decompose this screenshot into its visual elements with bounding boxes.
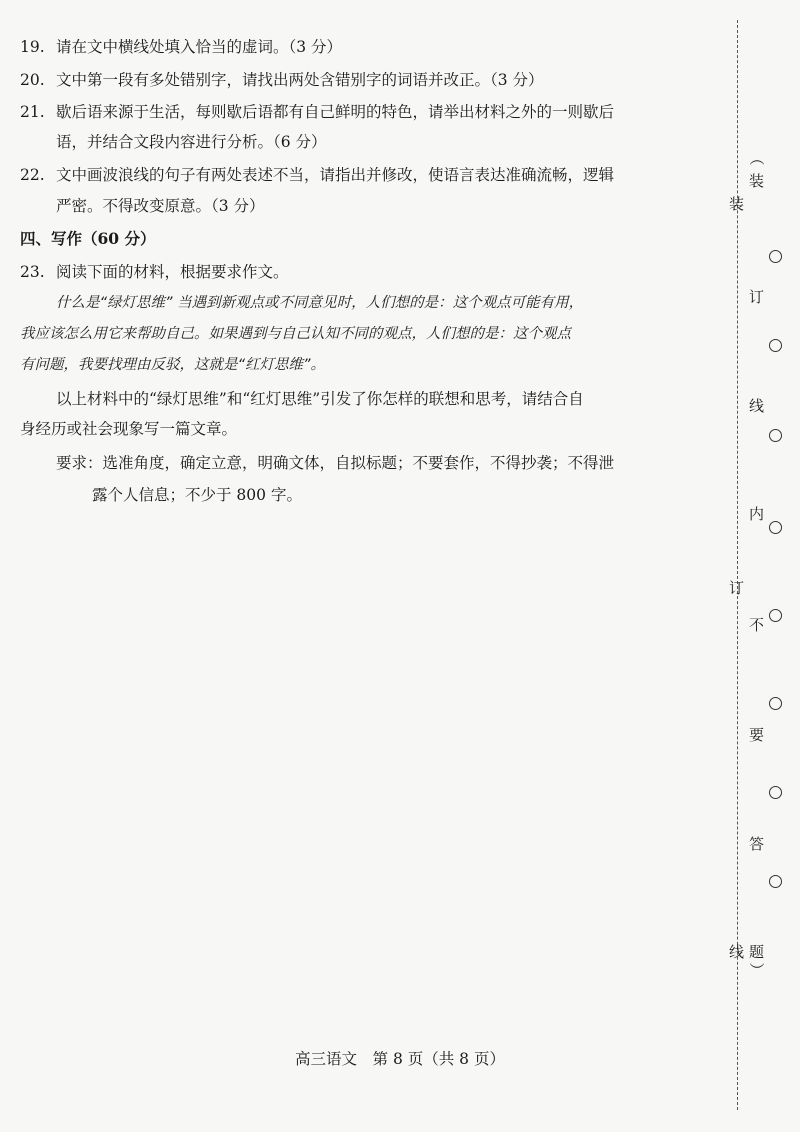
requirement-line: 要求：选准角度，确定立意，明确文体，自拟标题；不要套作，不得抄袭；不得泄 bbox=[56, 454, 615, 472]
material-line: 什么是“绿灯思维” 当遇到新观点或不同意见时，人们想的是：这个观点可能有用， bbox=[56, 295, 584, 311]
section-heading: 四、写作（60 分） bbox=[20, 229, 156, 248]
binding-circle-icon bbox=[769, 339, 782, 352]
binding-circle-icon bbox=[769, 429, 782, 442]
question-23 bbox=[20, 261, 289, 283]
binding-label: 装 bbox=[749, 172, 765, 190]
question-text: 文中第一段有多处错别字，请找出两处含错别字的词语并改正。（3 分） bbox=[56, 71, 544, 89]
binding-label: 要 bbox=[749, 726, 765, 744]
binding-label: 装 bbox=[729, 195, 745, 213]
binding-circle-icon bbox=[769, 697, 782, 710]
page-footer: 高三语文 第 8 页（共 8 页） bbox=[295, 1050, 505, 1068]
binding-label: 答 bbox=[749, 835, 765, 853]
prompt-line: 以上材料中的“绿灯思维”和“红灯思维”引发了你怎样的联想和思考，请结合自 bbox=[56, 390, 584, 408]
question-text: 歇后语来源于生活，每则歇后语都有自己鲜明的特色，请举出材料之外的一则歇后 bbox=[56, 103, 615, 121]
binding-label: 题 bbox=[749, 943, 765, 961]
question-19 bbox=[20, 36, 342, 58]
question-number: 22. bbox=[20, 166, 45, 184]
material-line: 有问题，我要找理由反驳，这就是“红灯思维”。 bbox=[20, 357, 326, 373]
binding-circle-icon bbox=[769, 521, 782, 534]
prompt-line: 身经历或社会现象写一篇文章。 bbox=[20, 420, 238, 438]
binding-label: 线 bbox=[749, 397, 765, 415]
question-number: 23. bbox=[20, 263, 45, 281]
binding-label: 订 bbox=[729, 579, 745, 597]
question-text: 请在文中横线处填入恰当的虚词。（3 分） bbox=[56, 38, 343, 56]
question-21 bbox=[20, 101, 614, 123]
binding-paren-close: ） bbox=[747, 962, 766, 978]
question-text: 阅读下面的材料，根据要求作文。 bbox=[56, 263, 289, 281]
question-20 bbox=[20, 69, 544, 91]
binding-paren-open: （ bbox=[747, 150, 766, 166]
question-number: 20. bbox=[20, 71, 45, 89]
binding-circle-icon bbox=[769, 786, 782, 799]
question-22-continuation: 严密。不得改变原意。（3 分） bbox=[56, 197, 265, 215]
question-number: 19. bbox=[20, 38, 45, 56]
requirement-line: 露个人信息；不少于 800 字。 bbox=[92, 486, 302, 504]
question-22 bbox=[20, 164, 614, 186]
question-number: 21. bbox=[20, 103, 45, 121]
binding-label: 不 bbox=[749, 616, 765, 634]
binding-label: 内 bbox=[749, 505, 765, 523]
question-text: 文中画波浪线的句子有两处表述不当，请指出并修改，使语言表达准确流畅，逻辑 bbox=[56, 166, 615, 184]
binding-label: 订 bbox=[749, 288, 765, 306]
binding-circle-icon bbox=[769, 250, 782, 263]
question-21-continuation: 语，并结合文段内容进行分析。（6 分） bbox=[56, 133, 327, 151]
binding-circle-icon bbox=[769, 875, 782, 888]
binding-circle-icon bbox=[769, 609, 782, 622]
material-line: 我应该怎么用它来帮助自己。如果遇到与自己认知不同的观点，人们想的是：这个观点 bbox=[20, 326, 571, 342]
binding-label: 线 bbox=[729, 943, 745, 961]
